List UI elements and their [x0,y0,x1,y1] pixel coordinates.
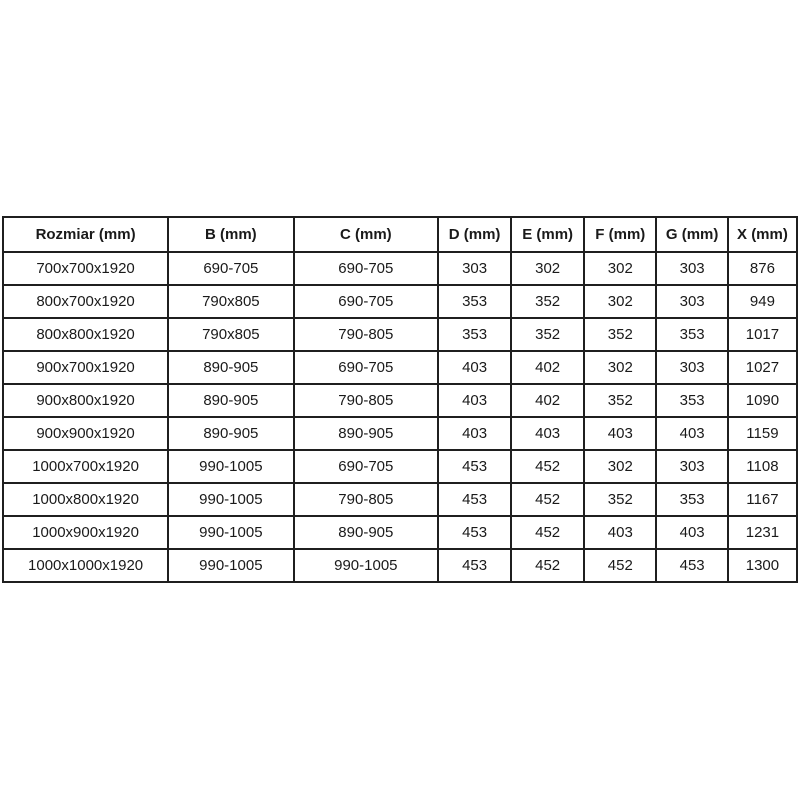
table-cell: 403 [584,417,656,450]
table-cell: 402 [511,384,584,417]
table-cell: 452 [584,549,656,582]
table-cell: 876 [728,252,797,285]
column-header: E (mm) [511,217,584,252]
table-cell: 790-805 [294,384,439,417]
table-cell: 1000x700x1920 [3,450,168,483]
table-cell: 303 [656,252,727,285]
column-header: B (mm) [168,217,293,252]
table-row [3,450,797,483]
table-cell: 1017 [728,318,797,351]
table-cell: 800x700x1920 [3,285,168,318]
table-cell: 353 [438,285,511,318]
table-cell: 890-905 [294,516,439,549]
table-cell: 690-705 [168,252,293,285]
table-cell: 990-1005 [294,549,439,582]
table-row [3,549,797,582]
table-cell: 1000x900x1920 [3,516,168,549]
table-cell: 890-905 [168,384,293,417]
table-cell: 403 [438,417,511,450]
table-cell: 402 [511,351,584,384]
table-row [3,384,797,417]
column-header: D (mm) [438,217,511,252]
table-cell: 1167 [728,483,797,516]
table-cell: 900x800x1920 [3,384,168,417]
table-cell: 900x700x1920 [3,351,168,384]
column-header: G (mm) [656,217,727,252]
table-cell: 790x805 [168,285,293,318]
table-cell: 302 [584,252,656,285]
table-cell: 302 [584,285,656,318]
table-row [3,417,797,450]
table-cell: 453 [438,549,511,582]
table-cell: 890-905 [168,417,293,450]
table-cell: 352 [511,318,584,351]
table-row [3,252,797,285]
table-cell: 1231 [728,516,797,549]
table-cell: 690-705 [294,252,439,285]
table-cell: 790-805 [294,318,439,351]
table-cell: 1108 [728,450,797,483]
column-header: Rozmiar (mm) [3,217,168,252]
table-cell: 453 [438,516,511,549]
table-cell: 453 [438,483,511,516]
table-cell: 990-1005 [168,450,293,483]
table-cell: 403 [656,417,727,450]
table-cell: 990-1005 [168,516,293,549]
table-cell: 403 [656,516,727,549]
table-row [3,483,797,516]
table-cell: 353 [438,318,511,351]
table-cell: 690-705 [294,285,439,318]
table-cell: 800x800x1920 [3,318,168,351]
table-cell: 302 [584,351,656,384]
table-cell: 1090 [728,384,797,417]
table-cell: 700x700x1920 [3,252,168,285]
table-cell: 900x900x1920 [3,417,168,450]
table-row [3,285,797,318]
table-cell: 403 [511,417,584,450]
table-cell: 1000x800x1920 [3,483,168,516]
header-row [3,217,797,252]
table-cell: 452 [511,450,584,483]
column-header: X (mm) [728,217,797,252]
table-cell: 690-705 [294,450,439,483]
table-row [3,516,797,549]
table-cell: 949 [728,285,797,318]
table-cell: 353 [656,318,727,351]
table-cell: 890-905 [294,417,439,450]
table-cell: 1300 [728,549,797,582]
table-cell: 1027 [728,351,797,384]
dimensions-table [2,216,798,583]
table-cell: 790-805 [294,483,439,516]
table-cell: 352 [584,318,656,351]
table-cell: 303 [656,285,727,318]
table-cell: 790x805 [168,318,293,351]
table-cell: 303 [656,351,727,384]
table-cell: 452 [511,483,584,516]
table-cell: 990-1005 [168,549,293,582]
table-cell: 403 [438,351,511,384]
table-cell: 353 [656,384,727,417]
column-header: F (mm) [584,217,656,252]
column-header: C (mm) [294,217,439,252]
table-cell: 352 [511,285,584,318]
table-cell: 690-705 [294,351,439,384]
table-cell: 403 [584,516,656,549]
table-cell: 1159 [728,417,797,450]
table-cell: 990-1005 [168,483,293,516]
table-row [3,318,797,351]
table-cell: 302 [511,252,584,285]
table-cell: 303 [438,252,511,285]
table-cell: 453 [438,450,511,483]
table-cell: 890-905 [168,351,293,384]
table-cell: 302 [584,450,656,483]
table-cell: 352 [584,483,656,516]
table-row [3,351,797,384]
table-cell: 403 [438,384,511,417]
dimensions-table-container [2,216,798,583]
table-cell: 303 [656,450,727,483]
table-cell: 353 [656,483,727,516]
table-cell: 452 [511,516,584,549]
table-cell: 352 [584,384,656,417]
table-cell: 453 [656,549,727,582]
table-cell: 1000x1000x1920 [3,549,168,582]
table-cell: 452 [511,549,584,582]
